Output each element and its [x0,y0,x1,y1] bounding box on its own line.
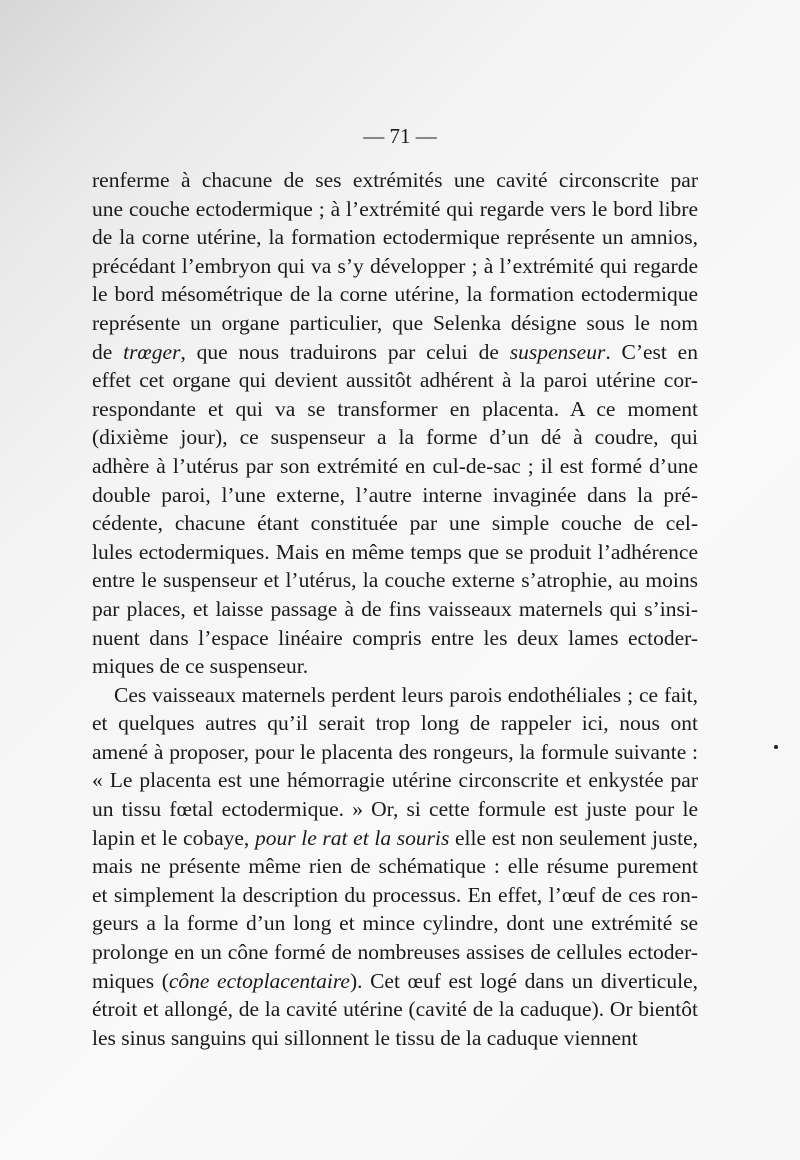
text-line: (dixième jour), ce suspenseur a la forme d’un dé à coudre, qui [92,425,698,450]
italic-term: suspenseur [509,339,606,364]
text-line: entre le suspenseur et l’utérus, la couche externe s’atrophie, au moins [92,568,698,593]
text-line: miques (cône ectoplacentaire). Cet œuf est logé dans un diverticule, [92,968,698,993]
text-line: lapin et le cobaye, pour le rat et la souris elle est non seulement juste, [92,825,698,850]
italic-term: trœger [123,339,181,364]
text-line: de trœger, que nous traduirons par celui de suspenseur. C’est en [92,339,698,364]
text-line: « Le placenta est une hémorragie utérine circonscrite et enkystée par [92,768,698,793]
text-line: et simplement la description du processus. En effet, l’œuf de ces ron- [92,882,698,907]
text-line: précédant l’embryon qui va s’y développer ; à l’extrémité qui regarde [92,253,698,278]
text-line: représente un organe particulier, que Selenka désigne sous le nom [92,310,698,335]
text-line: le bord mésométrique de la corne utérine, la formation ectodermique [92,282,698,307]
text-line: et quelques autres qu’il serait trop long de rappeler ici, nous ont [92,711,698,736]
text-line: par places, et laisse passage à de fins vaisseaux maternels qui s’insi- [92,596,698,621]
paragraph-1 [92,166,698,681]
text-line: amené à proposer, pour le placenta des rongeurs, la formule suivante : [92,739,698,764]
paragraph-2 [92,681,698,1053]
text-line: geurs a la forme d’un long et mince cylindre, dont une extrémité se [92,911,698,936]
text-line: respondante et qui va se transformer en placenta. A ce moment [92,396,698,421]
text-line: nuent dans l’espace linéaire compris entre les deux lames ectoder- [92,625,698,650]
italic-term: pour le rat et la souris [254,825,450,850]
text-line: mais ne présente même rien de schématique : elle résume purement [92,854,698,879]
text-line: cédente, chacune étant constituée par une simple couche de cel- [92,511,698,536]
text-line: une couche ectodermique ; à l’extrémité qui regarde vers le bord libre [92,196,698,221]
body-text [92,166,698,1052]
text-line: lules ectodermiques. Mais en même temps que se produit l’adhérence [92,539,698,564]
text-line: Ces vaisseaux maternels perdent leurs parois endothéliales ; ce fait, [114,682,698,707]
text-line: de la corne utérine, la formation ectodermique représente un amnios, [92,225,698,250]
text-line: double paroi, l’une externe, l’autre interne invaginée dans la pré- [92,482,698,507]
text-line: prolonge en un cône formé de nombreuses assises de cellules ectoder- [92,940,698,965]
text-line: étroit et allongé, de la cavité utérine (cavité de la caduque). Or bientôt [92,997,698,1022]
text-line: miques de ce suspenseur. [92,654,309,679]
text-line: effet cet organe qui devient aussitôt adhérent à la paroi utérine cor- [92,368,698,393]
text-line: renferme à chacune de ses extrémités une cavité circonscrite par [92,168,698,192]
margin-speck [774,745,778,749]
text-line: un tissu fœtal ectodermique. » Or, si cette formule est juste pour le [92,797,698,822]
text-line: adhère à l’utérus par son extrémité en cul-de-sac ; il est formé d’une [92,453,698,478]
italic-term: cône ectoplacentaire [168,968,350,993]
text-line: les sinus sanguins qui sillonnent le tissu de la caduque viennent [92,1025,638,1050]
page-number: — 71 — [363,124,437,148]
